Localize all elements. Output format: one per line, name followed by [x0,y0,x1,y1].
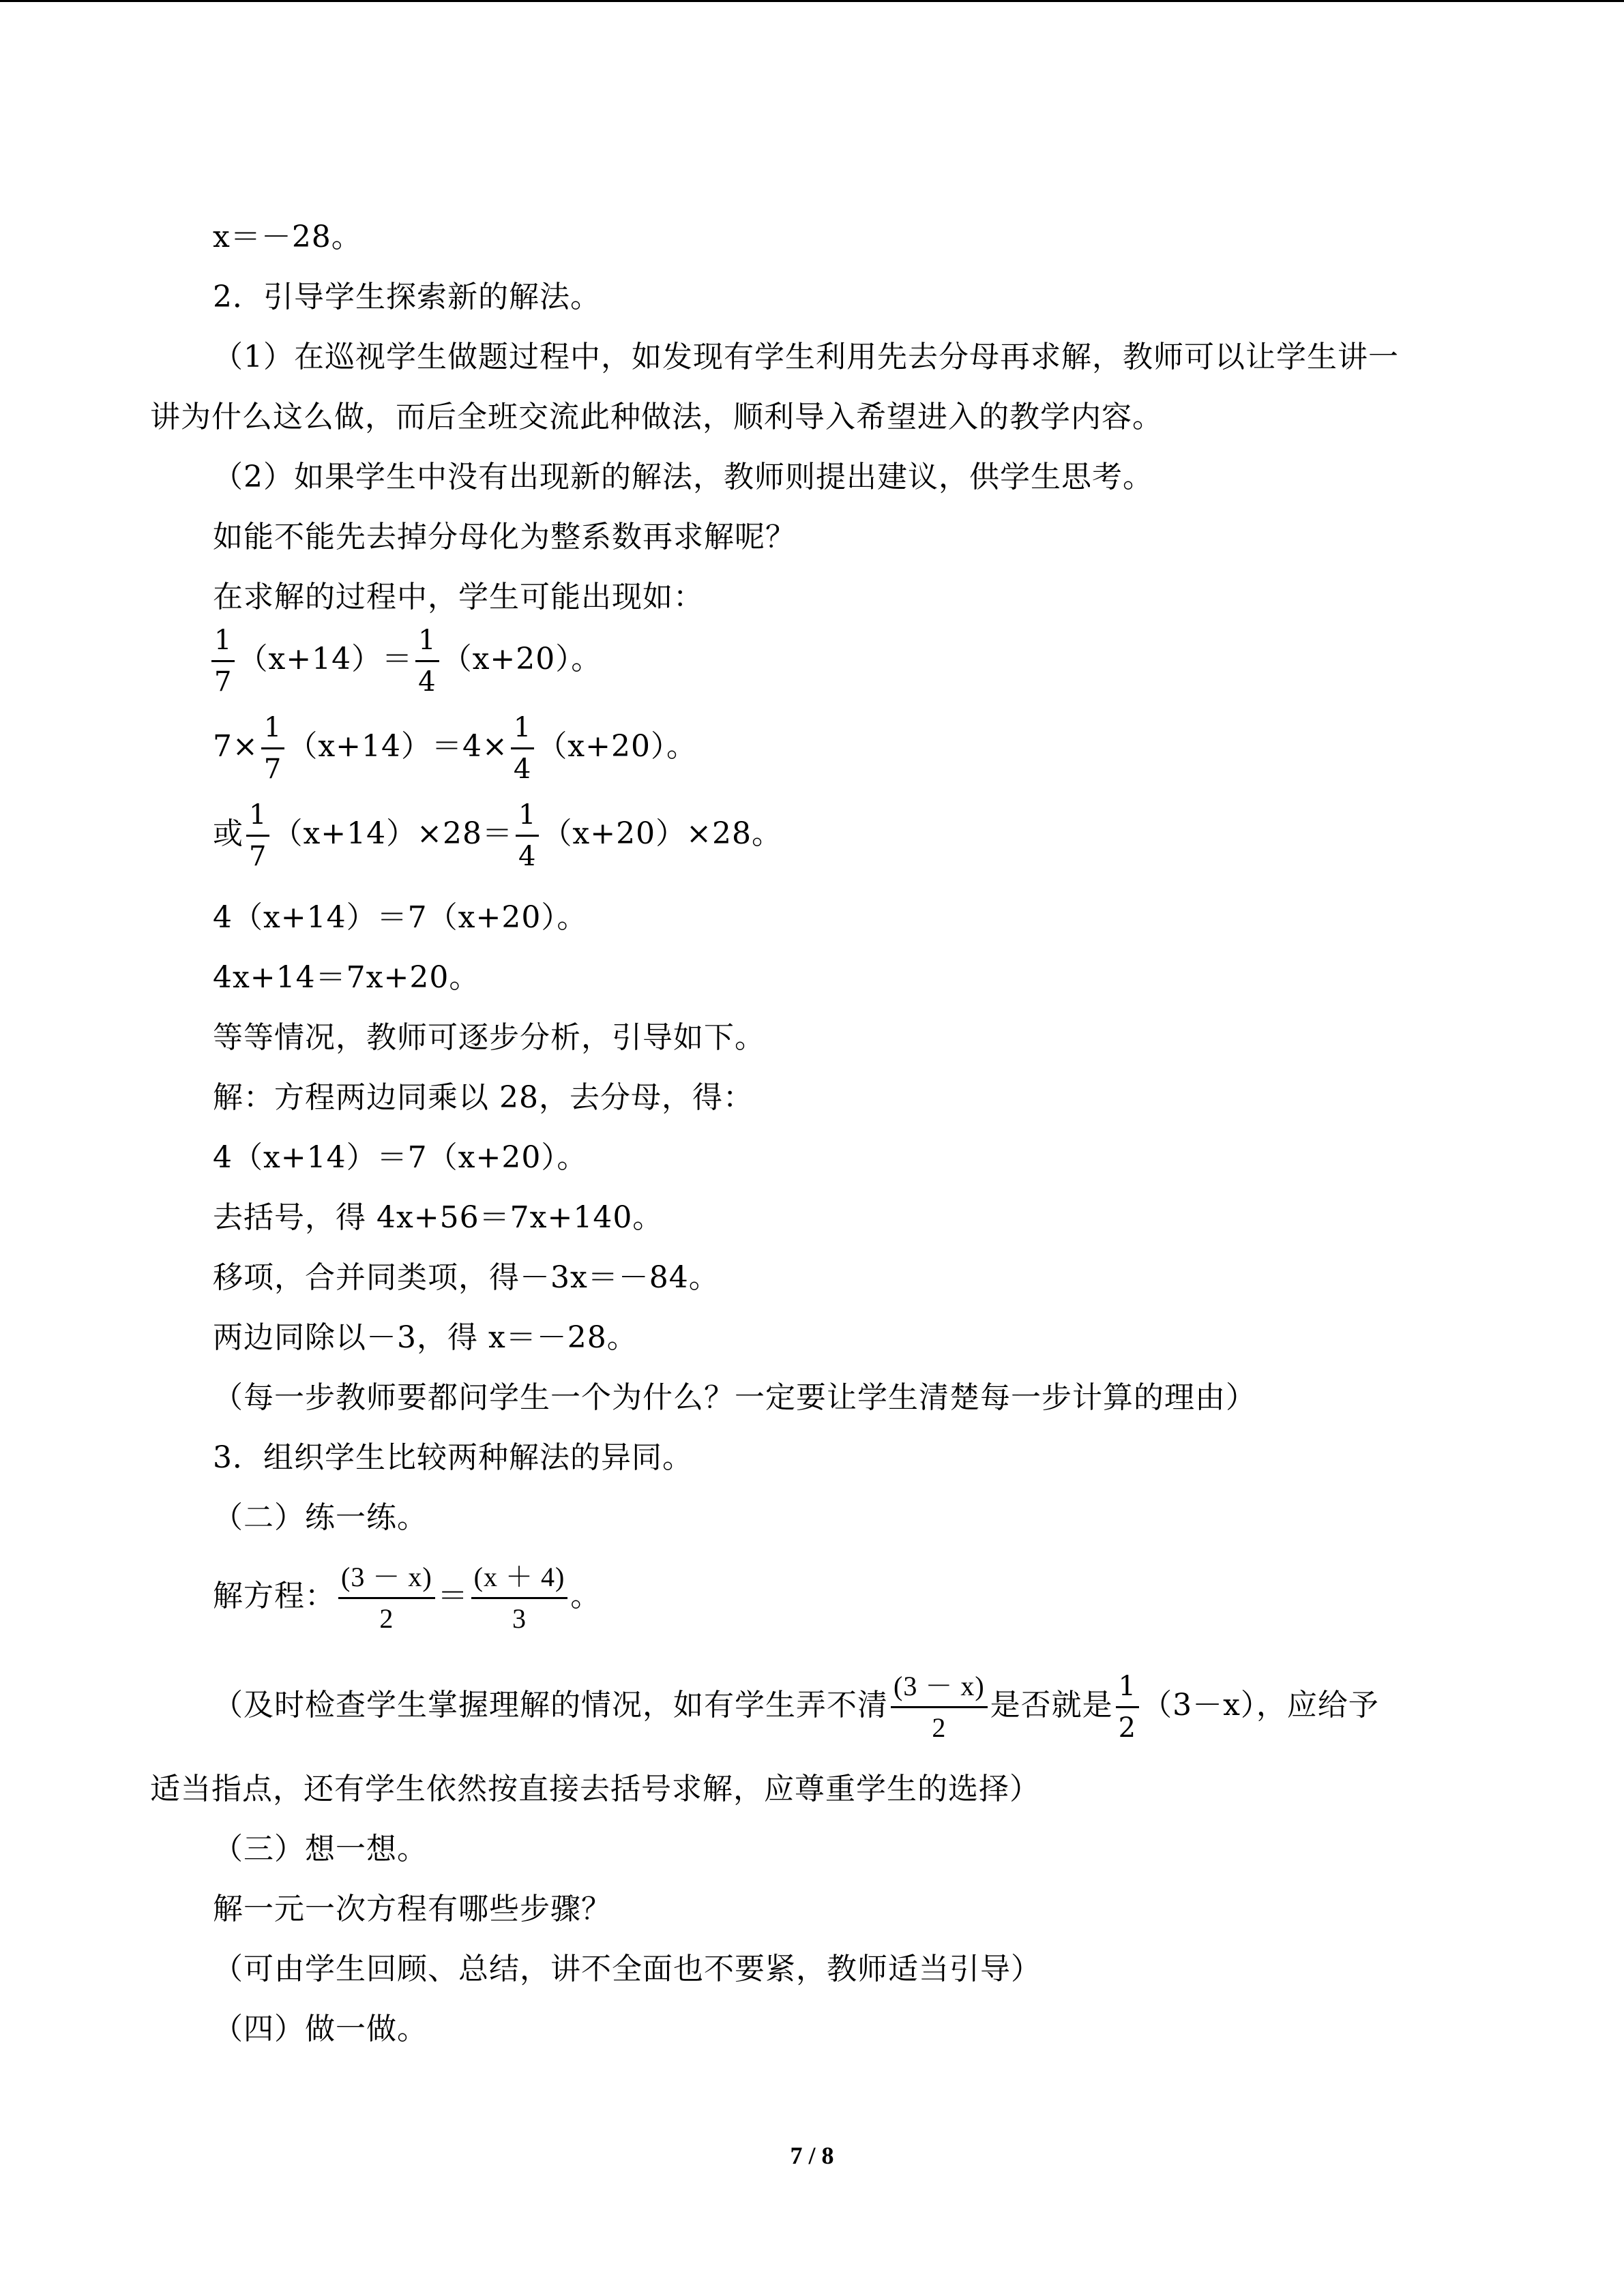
fraction [471,1562,568,1635]
equation-text: 7× [213,729,259,764]
text-line: 等等情况，教师可逐步分析，引导如下。 [213,1020,765,1055]
text-line: 两边同除以－3，得 x＝－28。 [213,1320,638,1355]
equation-text: 或 [213,816,243,851]
text-line: （可由学生回顾、总结，讲不全面也不要紧，教师适当引导） [213,1952,1042,1986]
equation-line [209,625,602,698]
equation-line [213,712,697,785]
equation-text: ＝ [437,1579,469,1613]
practice-equation [213,1562,601,1635]
note-text: （3－x），应给予 [1142,1688,1379,1723]
equation-text: （x+14）＝4× [287,729,508,764]
fraction [415,625,439,698]
fraction [338,1562,435,1635]
fraction-denominator: 2 [1118,1712,1137,1744]
text-line: （三）想一想。 [213,1832,428,1866]
equation-text: 。 [570,1579,602,1613]
fraction-numerator: 1 [415,625,439,662]
equation-text: （x+20）×28。 [542,816,782,851]
equation-line [213,799,782,872]
text-line: （1）在巡视学生做题过程中，如发现有学生利用先去分母再求解，教师可以让学生讲一 [213,340,1399,374]
text-line: 4（x+14）＝7（x+20）。 [213,900,588,935]
fraction-numerator: (3 － x) [891,1671,988,1708]
fraction-denominator: 4 [513,754,532,785]
fraction [516,799,539,872]
fraction-numerator: 1 [211,625,235,662]
text-line: 解一元一次方程有哪些步骤？ [213,1892,612,1926]
text-line: 移项，合并同类项，得－3x＝－84。 [213,1260,720,1295]
text-line: 去括号，得 4x+56＝7x+140。 [213,1200,664,1235]
note-text: 是否就是 [990,1688,1113,1723]
note-line [213,1671,1379,1744]
equation-text: （x+20）。 [537,729,697,764]
text-line: （四）做一做。 [213,2012,428,2046]
fraction-denominator: 7 [214,666,233,698]
text-line: 在求解的过程中，学生可能出现如： [213,580,704,614]
text-line: 解：方程两边同乘以 28，去分母，得： [213,1080,754,1115]
fraction-denominator: 7 [249,841,267,872]
text-line: （每一步教师要都问学生一个为什么？一定要让学生清楚每一步计算的理由） [213,1380,1256,1415]
fraction-denominator: 2 [932,1712,947,1743]
fraction-numerator: (3 － x) [338,1562,435,1599]
text-line: 2．引导学生探索新的解法。 [213,280,601,314]
note-text: （及时检查学生掌握理解的情况，如有学生弄不清 [213,1688,888,1723]
text-line: 3．组织学生比较两种解法的异同。 [213,1440,693,1475]
fraction-denominator: 4 [418,666,437,698]
text-line: x＝－28。 [213,220,362,254]
fraction [1116,1671,1139,1744]
equation-text: 解方程： [213,1579,336,1613]
fraction [261,712,284,785]
text-line: 如能不能先去掉分母化为整系数再求解呢？ [213,520,796,554]
text-line: 4（x+14）＝7（x+20）。 [213,1140,588,1175]
fraction-numerator: 1 [246,799,269,837]
equation-text: （x+14）×28＝ [272,816,513,851]
equation-text: （x+20）。 [441,642,602,676]
fraction [246,799,269,872]
fraction-denominator: 2 [379,1603,394,1634]
fraction-denominator: 7 [263,754,282,785]
fraction-numerator: 1 [516,799,539,837]
fraction-numerator: 1 [261,712,284,749]
text-line: （二）练一练。 [213,1500,428,1535]
fraction [511,712,534,785]
fraction-denominator: 4 [518,841,537,872]
text-line: （2）如果学生中没有出现新的解法，教师则提出建议，供学生思考。 [213,460,1153,494]
fraction-numerator: 1 [1116,1671,1139,1708]
text-line: 讲为什么这么做，而后全班交流此种做法，顺利导入希望进入的教学内容。 [150,400,1163,434]
fraction [211,625,235,698]
page-number: 7 / 8 [790,2142,834,2169]
equation-text: （x+14）＝ [237,642,413,676]
fraction-numerator: (x ＋ 4) [471,1562,568,1599]
fraction-numerator: 1 [511,712,534,749]
fraction-denominator: 3 [512,1603,527,1634]
text-line: 4x+14＝7x+20。 [213,960,480,995]
text-line: 适当指点，还有学生依然按直接去括号求解，应尊重学生的选择） [150,1772,1040,1806]
fraction [891,1671,988,1744]
